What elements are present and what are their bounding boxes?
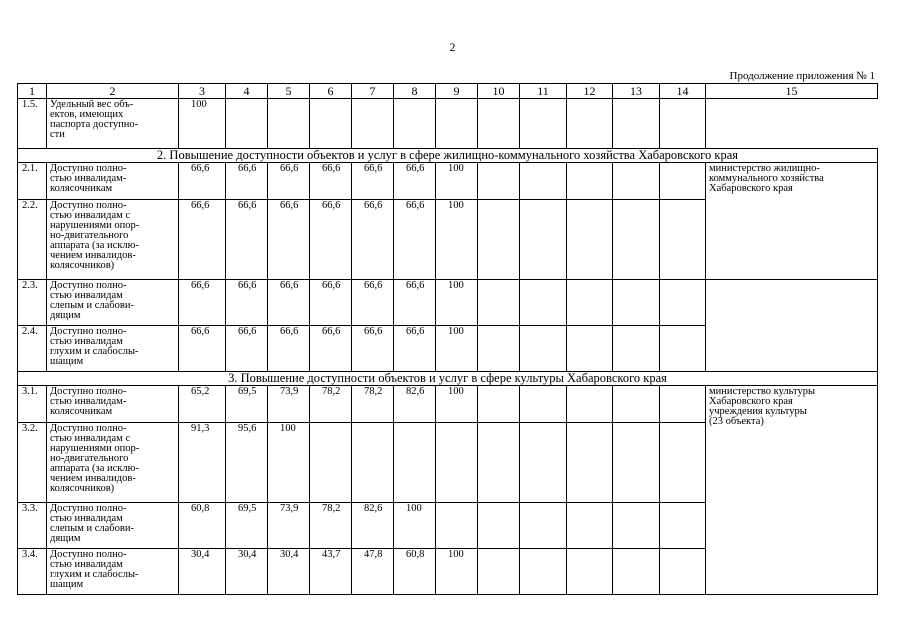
- value-cell: [436, 423, 478, 503]
- column-header: 3: [179, 84, 226, 99]
- value-cell: 66,6: [352, 326, 394, 372]
- value-cell: 100: [436, 280, 478, 326]
- value-cell: 60,8: [179, 503, 226, 549]
- value-cell: 66,6: [310, 326, 352, 372]
- value-cell: 66,6: [179, 163, 226, 200]
- value-cell: [520, 423, 567, 503]
- value-cell: [613, 163, 660, 200]
- value-cell: [478, 200, 520, 280]
- section-row: [18, 372, 878, 386]
- value-cell: [478, 163, 520, 200]
- column-header: 15: [706, 84, 878, 99]
- value-cell: [394, 423, 436, 503]
- value-cell: [567, 200, 613, 280]
- value-cell: 66,6: [394, 280, 436, 326]
- indicator-table: [17, 83, 878, 595]
- value-cell: [310, 423, 352, 503]
- value-cell: [520, 99, 567, 149]
- column-header: 4: [226, 84, 268, 99]
- responsible-cell: министерство культуры Хабаровского края учреждения культуры (23 объекта): [706, 386, 878, 595]
- value-cell: 100: [436, 549, 478, 595]
- value-cell: [567, 163, 613, 200]
- row-number: 2.2.: [18, 200, 47, 280]
- value-cell: 60,8: [394, 549, 436, 595]
- value-cell: 100: [268, 423, 310, 503]
- value-cell: [660, 549, 706, 595]
- column-header: 1: [18, 84, 47, 99]
- column-header: 11: [520, 84, 567, 99]
- value-cell: 66,6: [310, 280, 352, 326]
- column-header: 7: [352, 84, 394, 99]
- value-cell: [394, 99, 436, 149]
- value-cell: [478, 423, 520, 503]
- value-cell: [478, 549, 520, 595]
- value-cell: 66,6: [352, 200, 394, 280]
- value-cell: 47,8: [352, 549, 394, 595]
- value-cell: [268, 99, 310, 149]
- value-cell: 66,6: [179, 280, 226, 326]
- value-cell: 66,6: [226, 163, 268, 200]
- value-cell: 66,6: [226, 200, 268, 280]
- value-cell: 100: [436, 326, 478, 372]
- indicator-name: Доступно полно- стью инвалидам с нарушениями опор- но-двигательного аппарата (за исклю- чением инвалидов- колясочников): [47, 200, 179, 280]
- value-cell: 66,6: [352, 280, 394, 326]
- value-cell: [567, 503, 613, 549]
- indicator-name: Доступно полно- стью инвалидам глухим и слабослы- шащим: [47, 549, 179, 595]
- value-cell: [226, 99, 268, 149]
- value-cell: [613, 280, 660, 326]
- value-cell: [567, 280, 613, 326]
- indicator-name: Доступно полно- стью инвалидам глухим и слабослы- шащим: [47, 326, 179, 372]
- value-cell: 69,5: [226, 386, 268, 423]
- row-number: 3.2.: [18, 423, 47, 503]
- section-title: 2. Повышение доступности объектов и услуг в сфере жилищно-коммунального хозяйства Хабаровского края: [18, 149, 878, 163]
- value-cell: 43,7: [310, 549, 352, 595]
- row-number: 3.1.: [18, 386, 47, 423]
- value-cell: 66,6: [394, 163, 436, 200]
- value-cell: 100: [179, 99, 226, 149]
- indicator-name: Доступно полно- стью инвалидам слепым и слабови- дящим: [47, 503, 179, 549]
- value-cell: 66,6: [179, 326, 226, 372]
- value-cell: [567, 386, 613, 423]
- value-cell: [352, 99, 394, 149]
- value-cell: 82,6: [394, 386, 436, 423]
- value-cell: 66,6: [352, 163, 394, 200]
- value-cell: 91,3: [179, 423, 226, 503]
- column-header: 10: [478, 84, 520, 99]
- value-cell: [613, 99, 660, 149]
- value-cell: [520, 326, 567, 372]
- value-cell: [660, 280, 706, 326]
- value-cell: 66,6: [226, 326, 268, 372]
- value-cell: 30,4: [268, 549, 310, 595]
- value-cell: [613, 326, 660, 372]
- column-header: 14: [660, 84, 706, 99]
- column-header: 5: [268, 84, 310, 99]
- table-row: [18, 99, 878, 149]
- value-cell: [520, 549, 567, 595]
- value-cell: [660, 326, 706, 372]
- section-title: 3. Повышение доступности объектов и услуг в сфере культуры Хабаровского края: [18, 372, 878, 386]
- value-cell: 100: [436, 200, 478, 280]
- continuation-label: Продолжение приложения № 1: [729, 70, 875, 82]
- table-row: [18, 326, 878, 372]
- value-cell: 73,9: [268, 386, 310, 423]
- indicator-name: Удельный вес объ- ектов, имеющих паспорта доступно- сти: [47, 99, 179, 149]
- value-cell: [567, 99, 613, 149]
- header-row: [18, 84, 878, 99]
- column-header: 8: [394, 84, 436, 99]
- value-cell: 66,6: [394, 200, 436, 280]
- value-cell: 66,6: [226, 280, 268, 326]
- value-cell: 100: [436, 386, 478, 423]
- table-row: [18, 386, 878, 423]
- value-cell: [613, 200, 660, 280]
- value-cell: 65,2: [179, 386, 226, 423]
- value-cell: 100: [394, 503, 436, 549]
- value-cell: [352, 423, 394, 503]
- row-number: 3.4.: [18, 549, 47, 595]
- value-cell: [567, 326, 613, 372]
- value-cell: [478, 99, 520, 149]
- value-cell: [310, 99, 352, 149]
- page-number: 2: [449, 40, 456, 54]
- value-cell: 66,6: [268, 163, 310, 200]
- value-cell: 78,2: [310, 503, 352, 549]
- indicator-name: Доступно полно- стью инвалидам- колясочникам: [47, 163, 179, 200]
- value-cell: [478, 386, 520, 423]
- value-cell: [520, 200, 567, 280]
- value-cell: [660, 99, 706, 149]
- section-row: [18, 149, 878, 163]
- value-cell: 78,2: [310, 386, 352, 423]
- value-cell: 66,6: [268, 326, 310, 372]
- value-cell: [613, 503, 660, 549]
- value-cell: 66,6: [179, 200, 226, 280]
- column-header: 2: [47, 84, 179, 99]
- value-cell: [660, 423, 706, 503]
- row-number: 2.3.: [18, 280, 47, 326]
- value-cell: 100: [436, 163, 478, 200]
- table-row: [18, 280, 878, 326]
- value-cell: [520, 386, 567, 423]
- value-cell: [520, 503, 567, 549]
- column-header: 12: [567, 84, 613, 99]
- indicator-name: Доступно полно- стью инвалидам с нарушениями опор- но-двигательного аппарата (за исклю- чением инвалидов- колясочников): [47, 423, 179, 503]
- value-cell: 78,2: [352, 386, 394, 423]
- value-cell: [567, 549, 613, 595]
- value-cell: [436, 99, 478, 149]
- value-cell: 66,6: [394, 326, 436, 372]
- value-cell: 66,6: [268, 200, 310, 280]
- row-number: 2.4.: [18, 326, 47, 372]
- value-cell: [478, 326, 520, 372]
- table-row: [18, 163, 878, 200]
- value-cell: [478, 503, 520, 549]
- value-cell: [520, 280, 567, 326]
- value-cell: [613, 549, 660, 595]
- value-cell: [660, 386, 706, 423]
- row-number: 1.5.: [18, 99, 47, 149]
- column-header: 6: [310, 84, 352, 99]
- value-cell: 95,6: [226, 423, 268, 503]
- value-cell: 66,6: [310, 163, 352, 200]
- responsible-cell: министерство жилищно- коммунального хозяйства Хабаровского края: [706, 163, 878, 280]
- value-cell: 66,6: [310, 200, 352, 280]
- value-cell: [660, 163, 706, 200]
- value-cell: [660, 200, 706, 280]
- value-cell: [436, 503, 478, 549]
- value-cell: [660, 503, 706, 549]
- indicator-name: Доступно полно- стью инвалидам- колясочникам: [47, 386, 179, 423]
- row-number: 2.1.: [18, 163, 47, 200]
- value-cell: [613, 423, 660, 503]
- indicator-name: Доступно полно- стью инвалидам слепым и слабови- дящим: [47, 280, 179, 326]
- value-cell: 73,9: [268, 503, 310, 549]
- value-cell: 66,6: [268, 280, 310, 326]
- value-cell: 82,6: [352, 503, 394, 549]
- value-cell: 30,4: [179, 549, 226, 595]
- value-cell: 69,5: [226, 503, 268, 549]
- column-header: 13: [613, 84, 660, 99]
- row-number: 3.3.: [18, 503, 47, 549]
- column-header: 9: [436, 84, 478, 99]
- value-cell: [520, 163, 567, 200]
- value-cell: [613, 386, 660, 423]
- value-cell: 30,4: [226, 549, 268, 595]
- value-cell: [478, 280, 520, 326]
- value-cell: [567, 423, 613, 503]
